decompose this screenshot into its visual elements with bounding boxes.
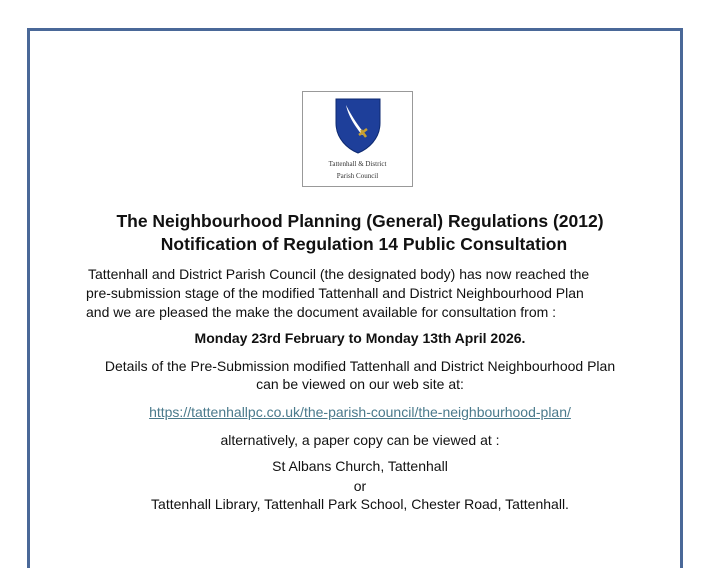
shield-icon — [334, 97, 382, 155]
details-line2: can be viewed on our web site at: — [256, 376, 464, 392]
logo-text-line2: Parish Council — [336, 172, 379, 180]
location-2: Tattenhall Library, Tattenhall Park School, Chester Road, Tattenhall. — [151, 496, 569, 512]
details-line1: Details of the Pre-Submission modified Tattenhall and District Neighbourhood Plan — [104, 358, 616, 374]
consultation-dates: Monday 23rd February to Monday 13th April 2026. — [194, 330, 526, 346]
parish-council-logo — [302, 91, 413, 187]
location-or: or — [353, 478, 367, 494]
title-line2: Notification of Regulation 14 Public Consultation — [160, 234, 568, 254]
neighbourhood-plan-link[interactable]: https://tattenhallpc.co.uk/the-parish-council/the-neighbourhood-plan/ — [149, 404, 571, 420]
location-1: St Albans Church, Tattenhall — [272, 458, 448, 474]
alternative-text: alternatively, a paper copy can be viewed at : — [220, 432, 500, 448]
title-line1: The Neighbourhood Planning (General) Regulations (2012) — [116, 211, 604, 231]
intro-line1: Tattenhall and District Parish Council (the designated body) has now reached the — [88, 266, 590, 282]
logo-text-line1: Tattenhall & District — [328, 160, 387, 168]
intro-line2: pre-submission stage of the modified Tattenhall and District Neighbourhood Plan — [86, 285, 584, 301]
intro-line3: and we are pleased the make the document available for consultation from : — [86, 304, 557, 320]
